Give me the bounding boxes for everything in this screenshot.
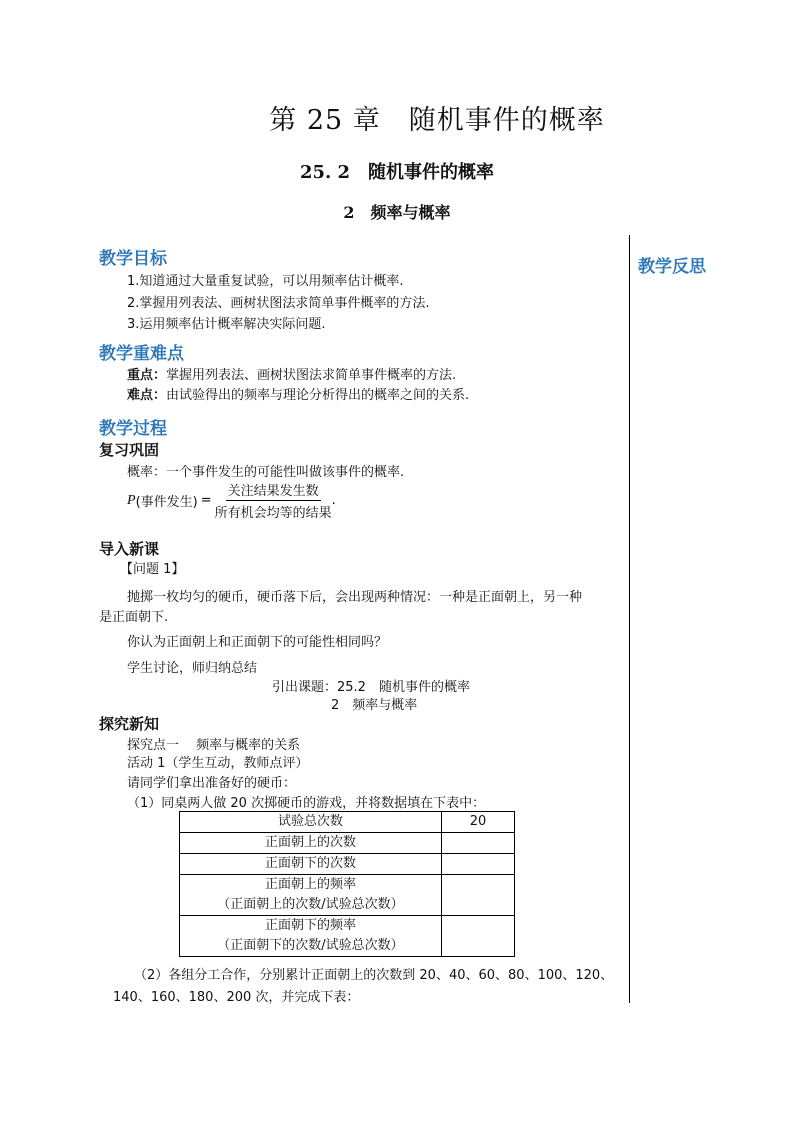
task2-line1: （2）各组分工合作，分别累计正面朝上的次数到 20、40、60、80、100、120、 bbox=[134, 968, 614, 983]
difficulty-label: 难点： bbox=[127, 388, 167, 403]
section-title: 25. 2 随机事件的概率 bbox=[299, 162, 495, 183]
table-row bbox=[180, 875, 515, 916]
objectives-heading: 教学目标 bbox=[99, 249, 167, 269]
table-cell: 试验总次数 bbox=[180, 812, 442, 833]
formula-numerator: 关注结果发生数 bbox=[226, 480, 321, 501]
chapter-title: 第 25 章 随机事件的概率 bbox=[269, 105, 605, 136]
table-cell: 正面朝上的频率 （正面朝上的次数/试验总次数） bbox=[180, 875, 442, 916]
focus-text: 掌握用列表法、画树状图法求简单事件概率的方法. bbox=[166, 368, 457, 383]
focus-line bbox=[127, 364, 456, 383]
difficulty-text: 由试验得出的频率与理论分析得出的概率之间的关系. bbox=[166, 388, 470, 403]
objective-item: 2.掌握用列表法、画树状图法求简单事件概率的方法. bbox=[127, 296, 430, 311]
objective-item: 3.运用频率估计概率解决实际问题. bbox=[127, 317, 326, 332]
formula-period: . bbox=[331, 493, 336, 508]
table-row bbox=[180, 916, 515, 957]
formula-event: (事件发生) bbox=[135, 495, 198, 510]
problem-question: 你认为正面朝上和正面朝下的可能性相同吗？ bbox=[127, 635, 388, 650]
table-cell bbox=[442, 854, 515, 875]
probability-definition: 概率：一个事件发生的可能性叫做该事件的概率. bbox=[127, 465, 405, 480]
reflection-heading: 教学反思 bbox=[638, 257, 706, 277]
focus-label: 重点： bbox=[127, 368, 167, 383]
table-row bbox=[180, 812, 515, 833]
problem-text-line1: 抛掷一枚均匀的硬币，硬币落下后，会出现两种情况：一种是正面朝上，另一种 bbox=[127, 590, 583, 605]
activity-label: 活动 1（学生互动，教师点评） bbox=[127, 756, 309, 771]
lead-in-line2: 2 频率与概率 bbox=[331, 698, 418, 713]
difficulty-line bbox=[127, 384, 469, 403]
keypoints-heading: 教学重难点 bbox=[99, 344, 184, 364]
formula-fraction bbox=[215, 480, 332, 521]
lead-in-line1: 引出课题：25.2 随机事件的概率 bbox=[272, 680, 470, 695]
task1-instruction: （1）同桌两人做 20 次掷硬币的游戏，并将数据填在下表中： bbox=[127, 796, 486, 811]
objective-item: 1.知道通过大量重复试验，可以用频率估计概率. bbox=[127, 274, 404, 289]
review-heading: 复习巩固 bbox=[99, 441, 160, 459]
table-row bbox=[180, 833, 515, 854]
subsection-title: 2 频率与概率 bbox=[343, 203, 451, 222]
probability-formula bbox=[127, 480, 336, 521]
explore-point1: 探究点一 频率与概率的关系 bbox=[127, 738, 301, 753]
table-cell: 20 bbox=[442, 812, 515, 833]
process-heading: 教学过程 bbox=[99, 419, 167, 439]
table-row bbox=[180, 854, 515, 875]
table-cell: 正面朝上的次数 bbox=[180, 833, 442, 854]
table-cell bbox=[442, 833, 515, 854]
problem-text-line2: 是正面朝下. bbox=[99, 610, 169, 625]
formula-equals: = bbox=[200, 493, 212, 508]
formula-p: P bbox=[127, 492, 136, 508]
coin-toss-table bbox=[179, 811, 515, 957]
prepare-instruction: 请同学们拿出准备好的硬币： bbox=[127, 776, 297, 791]
discussion-note: 学生讨论，师归纳总结 bbox=[127, 661, 258, 676]
table-cell bbox=[442, 875, 515, 916]
formula-denominator: 所有机会均等的结果 bbox=[214, 506, 332, 521]
task2-line2: 140、160、180、200 次，并完成下表： bbox=[113, 990, 360, 1005]
problem-label: 【问题 1】 bbox=[120, 562, 185, 577]
margin-divider bbox=[629, 235, 630, 1003]
table-cell bbox=[442, 916, 515, 957]
table-cell: 正面朝下的次数 bbox=[180, 854, 442, 875]
table-cell: 正面朝下的频率 （正面朝下的次数/试验总次数） bbox=[180, 916, 442, 957]
explore-heading: 探究新知 bbox=[99, 715, 160, 733]
intro-heading: 导入新课 bbox=[99, 540, 160, 558]
